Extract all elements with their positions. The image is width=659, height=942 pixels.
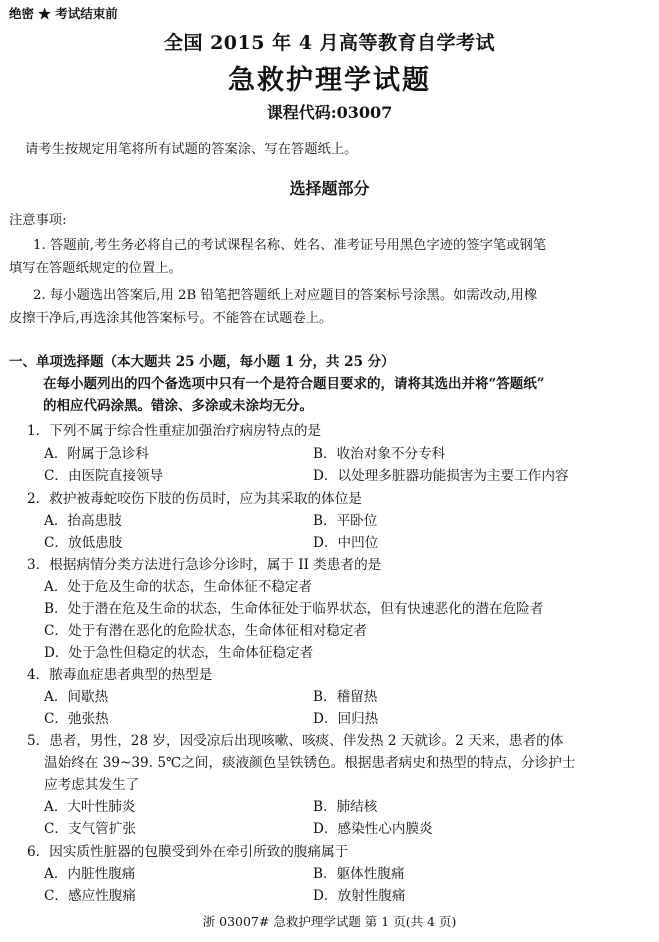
option-a: A．处于危及生命的状态，生命体征不稳定者 bbox=[44, 579, 313, 595]
confidential-mark: 绝密 ★ 考试结束前 bbox=[9, 6, 118, 21]
option-a: A．抬高患肢 bbox=[44, 513, 122, 529]
option-c: C．支气管扩张 bbox=[44, 821, 136, 837]
note-2-line-1: 2. 每小题选出答案后,用 2B 铅笔把答题纸上对应题目的答案标号涂黑。如需改动,用橡 bbox=[33, 288, 538, 303]
question-stem-line-2: 温始终在 39~39. 5℃之间，痰液颜色呈铁锈色。根据患者病史和热型的特点，分诊护士 bbox=[44, 755, 576, 771]
question-stem: 1．下列不属于综合性重症加强治疗病房特点的是 bbox=[27, 423, 322, 439]
option-c: C．弛张热 bbox=[44, 711, 109, 727]
option-d: D．中凹位 bbox=[313, 535, 379, 551]
notes-label: 注意事项: bbox=[9, 213, 67, 228]
option-a: A．间歇热 bbox=[44, 689, 109, 705]
option-d: D．感染性心内膜炎 bbox=[313, 821, 433, 837]
option-d: D．放射性腹痛 bbox=[313, 888, 406, 904]
option-b: B．肺结核 bbox=[313, 799, 378, 815]
question-stem-line-1: 5．患者，男性，28 岁，因受凉后出现咳嗽、咳痰、伴发热 2 天就诊。2 天来，患者的体 bbox=[27, 733, 564, 749]
option-a: A．附属于急诊科 bbox=[44, 446, 149, 462]
option-b: B．稽留热 bbox=[313, 689, 378, 705]
section-desc-line-2: 的相应代码涂黑。错涂、多涂或未涂均无分。 bbox=[43, 398, 313, 414]
course-code: 课程代码:03007 bbox=[266, 103, 393, 122]
note-2-line-2: 皮擦干净后,再选涂其他答案标号。不能答在试题卷上。 bbox=[9, 311, 333, 326]
page-title: 急救护理学试题 bbox=[228, 65, 431, 96]
question-stem: 6．因实质性脏器的包膜受到外在牵引所致的腹痛属于 bbox=[27, 844, 349, 860]
option-d: D．以处理多脏器功能损害为主要工作内容 bbox=[313, 468, 569, 484]
option-c: C．由医院直接领导 bbox=[44, 468, 164, 484]
note-1-line-2: 填写在答题纸规定的位置上。 bbox=[9, 261, 182, 276]
page-footer: 浙 03007# 急救护理学试题 第 1 页(共 4 页) bbox=[202, 914, 457, 929]
question-stem-line-3: 应考虑其发生了 bbox=[44, 777, 140, 793]
exam-name: 全国 2015 年 4 月高等教育自学考试 bbox=[163, 32, 496, 54]
question-stem: 2．救护被毒蛇咬伤下肢的伤员时，应为其采取的体位是 bbox=[27, 491, 362, 507]
option-c: C．放低患肢 bbox=[44, 535, 123, 551]
note-1-line-1: 1. 答题前,考生务必将自己的考试课程名称、姓名、准考证号用黑色字迹的签字笔或钢笔 bbox=[33, 238, 547, 253]
option-b: B．平卧位 bbox=[313, 513, 378, 529]
option-c: C．处于有潜在恶化的危险状态，生命体征相对稳定者 bbox=[44, 623, 368, 639]
option-d: D．处于急性但稳定的状态，生命体征稳定者 bbox=[44, 645, 314, 661]
option-a: A．大叶性肺炎 bbox=[44, 799, 136, 815]
question-stem: 4．脓毒血症患者典型的热型是 bbox=[27, 667, 213, 683]
part-title: 选择题部分 bbox=[289, 179, 370, 198]
option-c: C．感应性腹痛 bbox=[44, 888, 136, 904]
section-desc-line-1: 在每小题列出的四个备选项中只有一个是符合题目要求的，请将其选出并将“答题纸” bbox=[43, 376, 545, 392]
instruction: 请考生按规定用笔将所有试题的答案涂、写在答题纸上。 bbox=[25, 142, 358, 157]
option-b: B．处于潜在危及生命的状态，生命体征处于临界状态，但有快速恶化的潜在危险者 bbox=[44, 601, 544, 617]
option-d: D．回归热 bbox=[313, 711, 379, 727]
option-b: B．收治对象不分专科 bbox=[313, 446, 446, 462]
section-title: 一、单项选择题（本大题共 25 小题，每小题 1 分，共 25 分） bbox=[9, 354, 395, 370]
question-stem: 3．根据病情分类方法进行急诊分诊时，属于 II 类患者的是 bbox=[27, 557, 382, 573]
option-b: B．躯体性腹痛 bbox=[313, 866, 405, 882]
option-a: A．内脏性腹痛 bbox=[44, 866, 136, 882]
